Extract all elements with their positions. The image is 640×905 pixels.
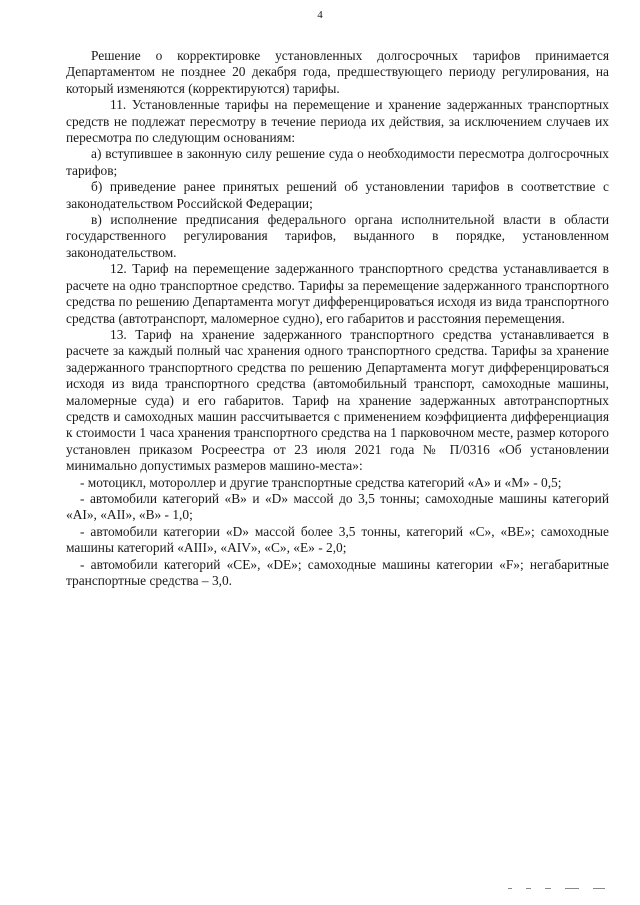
list-item-coefficient-3-0: - автомобили категорий «СЕ», «DE»; самоходные машины категории «F»; негабаритные транспортные средства – 3,0. xyxy=(66,556,609,588)
paragraph-tariff-correction: Решение о корректировке установленных долгосрочных тарифов принимается Департаментом не позднее 20 декабря года, предшествующего периоду регулирования, на который изменяются (корректируются) тарифы. xyxy=(66,48,609,96)
scan-artifact-marks xyxy=(508,886,618,890)
document-body xyxy=(66,48,609,589)
page-number: 4 xyxy=(317,9,323,21)
paragraph-12: 12. Тариф на перемещение задержанного транспортного средства устанавливается в расчете на одно транспортное средство. Тарифы за перемещение задержанного транспортного средства по решению Департамента могут дифференцироваться исходя из вида транспортного средства (автотранспорт, маломерное судно), его габаритов и расстояния перемещения. xyxy=(66,261,609,326)
list-item-coefficient-0-5: - мотоцикл, мотороллер и другие транспортные средства категорий «А» и «М» - 0,5; xyxy=(80,474,562,490)
paragraph-13: 13. Тариф на хранение задержанного транспортного средства устанавливается в расчете за каждый полный час хранения одного транспортного средства. Тарифы за хранение задержанного транспортного средства по решению Департамента могут дифференцироваться исходя из вида транспортного средства (автомобильный транспорт, самоходные машины, маломерные суда) и его габаритов. Тариф на хранение задержанных автотранспортных средств и самоходных машин рассчитывается с применением коэффициента дифференциация к стоимости 1 часа хранения транспортного средства на 1 парковочном месте, размер которого установлен приказом Росреестра от 23 июля 2021 года № П/0316 «Об установлении минимально допустимых размеров машино-места»: xyxy=(66,326,609,474)
list-item-coefficient-2-0: - автомобили категории «D» массой более 3,5 тонны, категорий «С», «ВЕ»; самоходные машины категорий «AIII», «AIV», «С», «Е» - 2,0; xyxy=(66,523,609,556)
paragraph-11-c: в) исполнение предписания федерального органа исполнительной власти в области государственного регулирования тарифов, выданного в порядке, установленном законодательством. xyxy=(66,212,609,260)
list-item-coefficient-1-0: - автомобили категорий «В» и «D» массой до 3,5 тонны; самоходные машины категорий «AI», «AII», «В» - 1,0; xyxy=(66,490,609,523)
paragraph-11-a: а) вступившее в законную силу решение суда о необходимости пересмотра долгосрочных тарифов; xyxy=(66,146,609,178)
paragraph-11: 11. Установленные тарифы на перемещение и хранение задержанных транспортных средств не подлежат пересмотру в течение периода их действия, за исключением случаев их пересмотра по следующим основаниям: xyxy=(66,97,609,146)
paragraph-11-b: б) приведение ранее принятых решений об установлении тарифов в соответствие с законодательством Российской Федерации; xyxy=(66,179,609,211)
